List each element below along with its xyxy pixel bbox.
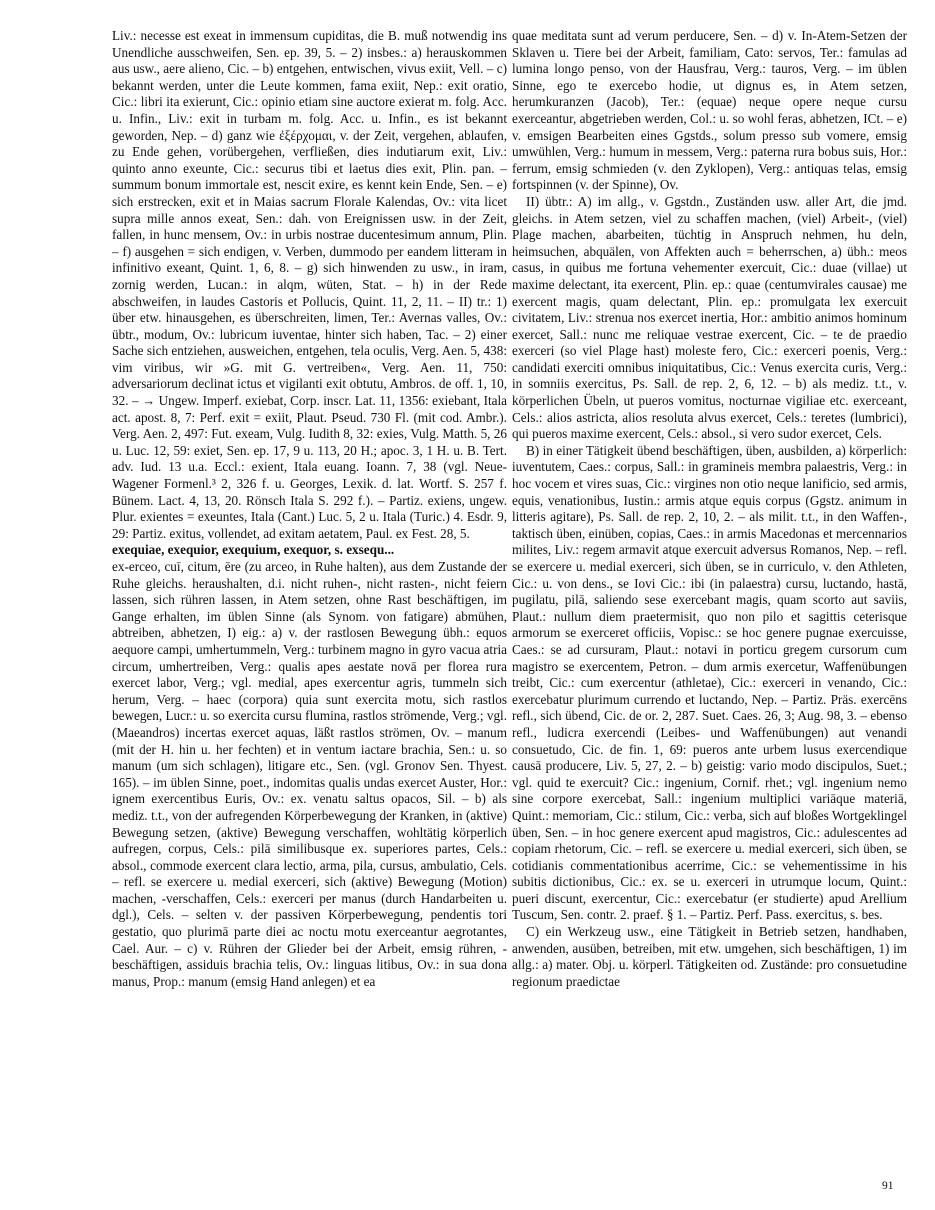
- entry-paragraph: B) in einer Tätigkeit übend beschäftigen, üben, ausbilden, a) körperlich: iuventutem, Caes.: corpus, Sall.: in gramineis membra palaestris, Verg.: in hoc vocem et vires suas, Cic.: virgines non otio neque lanificio, sed armis, equis, venationibus, Iustin.: armis atque equis corpus (Ggstz. animum in litteris agitare), Ps. Sall. de rep. 2, 10, 2. – als milit. t.t., in den Waffen-, taktisch üben, einüben, copias, Caes.: in armis Macedonas et mercennarios milites, Liv.: regem armavit atque exercuit adversus Romanos, Nep. – refl. se exercere u. medial exerceri, sich üben, se in curriculo, v. den Athleten, Cic.: u. von dens., se Iovi Cic.: ibi (in palaestra) cursu, luctando, hastā, pugilatu, pilā, saliendo sese exercebant magis, quam scorto aut saviis, Plaut.: nullum diem praetermisit, quo non pilo et sagittis ceterisque armorum se exerceret officiis, Vopisc.: se hoc genere pugnae exercuisse, Caes.: se ad cursuram, Plaut.: notavi in porticu gregem cursorum cum magistro se exercentem, Petron. – dum armis exercetur, Waffenübungen treibt, Cic.: cum exercentur (athletae), Cic.: exerceri in venando, Cic.: exercebatur plurimum currendo et luctando, Nep. – Partiz. Präs. exercēns refl., sich übend, Cic. de or. 2, 287. Suet. Caes. 26, 3; Aug. 98, 3. – ebenso refl., ludicra exercendi (Leibes- und Waffenübungen) aut venandi consuetudo, Cic. de fin. 1, 69: pueros ante urbem lusus exercendique causā producere, Liv. 5, 27, 2. – b) geistig: vario modo discipulos, Suet.; vgl. quid te exercuit? Cic.: ingenium, Cornif. rhet.; vgl. ingenium nemo sine corpore exercebat, Sall.: ingenium multiplici variāque materiā, Quint.: memoriam, Cic.: stilum, Cic.: verba, sich auf bloßes Wortgeklingel üben, Sen. – in hoc genere exercent apud magistros, Cic.: adulescentes ad copiam rhetorum, Cic. – refl. se exercere u. medial exerceri, sich üben, se cotidianis commentationibus acerrime, Cic.: se vehementissime in his subitis dictionibus, Cic.: ex. se u. exerceri in utrumque locum, Quint.: pueri discunt, exercentur, Cic.: exercebatur (er studierte) apud Arellium Tuscum, Sen. contr. 2. praef. § 1. – Partiz. Perf. Pass. exercitus, s. bes.: [512, 442, 907, 923]
- entry-paragraph: ex-erceo, cuī, citum, ēre (zu arceo, in Ruhe halten), aus dem Zustande der Ruhe gleichs. heraushalten, d.i. nicht ruhen-, nicht rasten-, nicht feiern lassen, sich rühren lassen, in Atem setzen, ohne Rast beschäftigen, im Gange erhalten, im üblen Sinne (als Synom. von fatigare) abmühen, abtreiben, abhetzen, I) eig.: a) v. der rastlosen Bewegung übh.: equos aequore campi, umhertummeln, Verg.: turbinem magno in gyro vacua atria circum, umhertreiben, Verg.: qualis apes aestate novā per florea rura exercet labor, Verg.; vgl. medial, apes exercentur agris, tummeln sich herum, Verg. – haec (corpora) quia sunt exercita motu, sich rastlos bewegen, Lucr.: u. so exercita cursu flumina, rastlos strömende, Verg.; vgl. (Maeandros) incertas exercet aquas, läßt rastlos strömen, Ov. – manum (mit der H. hin u. her fechten) et in ventum iactare brachia, Sen.: u. so manum (um sich schlagen), litigare etc., Sen. (vgl. Gronov Sen. Thyest. 165). – im üblen Sinne, poet., indomitas qualis undas exercet Auster, Hor.: ignem exercentibus Euris, Ov.: ex. venatu saltus opacos, Sil. – b) als mediz. t.t., von der aufregenden Körperbewegung der Kranken, in (aktive) Bewegung setzen, (aktive) Bewegung verschaffen, wohltätig körperlich aufregen, corpus, Cels.: pilā similibusque ex. superiores partes, Cels.: absol., commode exercent clara lectio, arma, pila, cursus, ambulatio, Cels. – refl. se exercere u. medial exerceri, sich (aktive) Bewegung (Motion) machen, -verschaffen, Cels.: exerceri per manus (durch Handarbeiten u. dgl.), Cels. – selten v. der passiven Körperbewegung, pendentis tori gestatio, quo plurimā parte diei ac noctu motu exerceantur aegrotantes, Cael. Aur. – c) v. Rühren der Glieder bei der Arbeit, emsig rühren, -beschäftigen, assiduis brachia telis, Ov.: linguas litibus, Ov.: in sua dona manus, Prop.: manum (emsig Hand anlegen) et ea: [112, 559, 507, 989]
- right-column: [512, 28, 907, 990]
- entry-paragraph: II) übtr.: A) im allg., v. Ggstdn., Zuständen usw. aller Art, die jmd. gleichs. in Atem setzen, viel zu schaffen machen, (viel) Arbeit-, (viel) Plage machen, abarbeiten, tüchtig in Anspruch nehmen, hu deln, heimsuchen, abquälen, von Affekten auch = beherrschen, a) übh.: meos casus, in quibus me fortuna vehementer exercuit, Cic.: duae (villae) ut maxime delectant, ita exercent, Plin. ep.: quae (centumvirales causae) me exercent magis, quam delectant, Plin. ep.: promulgata lex exercuit civitatem, Liv.: strenua nos exercet inertia, Hor.: ambitio animos hominum exercet, Sall.: nunc me reliquae vestrae exercent, Cic. – te de praedio exerceri (so viel Plage hast) moleste fero, Cic.: exerceri poenis, Verg.: candidati exerciti omnibus iniquitatibus, Cic.: Venus exercita curis, Verg.: in somniis exercitus, Ps. Sall. de rep. 2, 6, 12. – b) als mediz. t.t., v. körperlichen Übeln, ut pueros vomitus, nocturnae vigiliae etc. exerceant, Cels.: alios astricta, alios resoluta alvus exercet, Cels.: teretes (lumbrici), qui pueros maxime exercent, Cels.: absol., si vero sudor exercet, Cels.: [512, 193, 907, 442]
- left-column: [112, 28, 507, 990]
- entry-paragraph: Liv.: necesse est exeat in immensum cupiditas, die B. muß notwendig ins Unendliche ausschweifen, Sen. ep. 39, 5. – 2) insbes.: a) herauskommen aus usw., aere alieno, Cic. – b) entgehen, entwischen, vivus exiit, Vell. – c) bekannt werden, unter die Leute kommen, fama exiit, Nep.: exit oratio, Cic.: libri ita exierunt, Cic.: opinio etiam sine auctore exierat m. folg. Acc. u. Infin., Liv.: exit in turbam m. folg. Acc. u. Infin., es ist bekannt geworden, Nep. – d) ganz wie ἐξέρχομαι, v. der Zeit, vergehen, ablaufen, zu Ende gehen, vorübergehen, verfließen, dies indutiarum exit, Liv.: quinto anno exeunte, Cic.: securus tibi et laetus dies exit, Plin. pan. – summum bonum immortale est, nescit exire, es kennt kein Ende, Sen. – e) sich erstrecken, exit et in Maias sacrum Florale Kalendas, Ov.: vita licet supra mille annos exeat, Sen.: dah. von Ereignissen usw. in der Zeit, fallen, in hunc mensem, Ov.: in urbis nostrae ducentesimum annum, Plin. – f) ausgehen = sich endigen, v. Verben, dummodo per eandem litteram in infinitivo exeant, Quint. 1, 6, 8. – g) sich hinwenden zu usw., in iram, zornig werden, Lucan.: in alqm, wüten, Stat. – h) in der Rede abschweifen, in laudes Castoris et Pollucis, Quint. 11, 2, 11. – II) tr.: 1) über etw. hinausgehen, es überschreiten, limen, Ter.: Avernas valles, Ov.: übtr., modum, Ov.: lubricum iuventae, hinter sich haben, Tac. – 2) einer Sache sich entziehen, ausweichen, entgehen, tela oculis, Verg. Aen. 5, 438: vim viribus, wir »G. mit G. vertreiben«, Verg. Aen. 11, 750: adversariorum declinat ictus et vigilanti exit obtutu, Ambros. de off. 1, 10, 32. – → Ungew. Imperf. exiebat, Corp. inscr. Lat. 11, 1356: exiebant, Itala act. apost. 8, 7: Perf. exit = exiit, Plaut. Pseud. 730 Fl. (mit cod. Ambr.). Verg. Aen. 2, 497: Fut. exeam, Vulg. Iudith 8, 32: exies, Vulg. Matth. 5, 26 u. Luc. 12, 59: exiet, Sen. ep. 17, 9 u. 113, 20 H.; apoc. 3, 1 H. u. B. Tert. adv. Iud. 13 u.a. Eccl.: exient, Itala euang. Ioann. 7, 38 (vgl. Neue-Wagener Formenl.³ 2, 326 f. u. Georges, Lexik. d. lat. Wortf. S. 257 f. Bünem. Lact. 4, 13, 20. Rönsch Itala S. 292 f.). – Partiz. exiens, ungew. Plur. exientes = exeuntes, Itala (Cant.) Luc. 5, 2 u. Itala (Turic.) 4. Esdr. 9, 29: Partiz. exitus, vollendet, ad exitam aetatem, Paul. ex Fest. 28, 5.: [112, 28, 507, 541]
- entry-paragraph: exequiae, exequior, exequium, exequor, s. exsequ...: [112, 542, 395, 558]
- entry-paragraph: C) ein Werkzeug usw., eine Tätigkeit in Betrieb setzen, handhaben, anwenden, ausüben, betreiben, mit etw. umgehen, sich beschäftigen, 1) im allg.: a) mater. Obj. u. körperl. Tätigkeiten od. Zustände: pro consuetudine regionum praedictae: [512, 924, 907, 989]
- entry-paragraph: quae meditata sunt ad verum perducere, Sen. – d) v. In-Atem-Setzen der Sklaven u. Tiere bei der Arbeit, familiam, Cato: servos, Ter.: famulas ad lumina longo penso, von der Hausfrau, Verg.: tauros, Verg. – im üblen Sinne, ego te exercebo hodie, ut dignus es, in Atem setzen, herumkuranzen (Jacob), Ter.: (equae) neque opere neque cursu exerceantur, abgetrieben werden, Col.: u. so wohl feras, abhetzen, ICt. – e) v. emsigen Bearbeiten eines Ggstds., solum presso sub vomere, emsig umwühlen, Verg.: humum in messem, Verg.: paterna rura bobus suis, Hor.: ferrum, emsig schmieden (v. den Zyklopen), Verg.: antiquas telas, emsig fortspinnen (v. der Spinne), Ov.: [512, 28, 907, 193]
- page-number: 91: [882, 1180, 894, 1192]
